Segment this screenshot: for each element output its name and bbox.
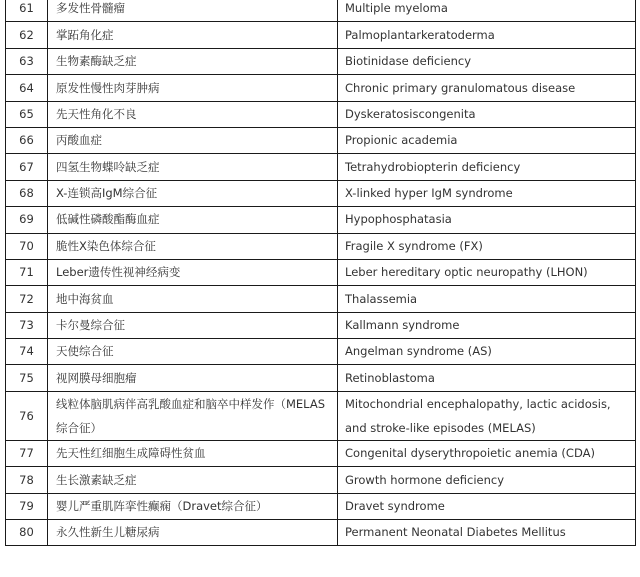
- row-number: 75: [6, 365, 48, 391]
- row-number: 80: [6, 520, 48, 546]
- english-name: Mitochondrial encephalopathy, lactic acidosis, and stroke-like episodes (MELAS): [338, 391, 636, 440]
- chinese-name: 先天性红细胞生成障碍性贫血: [48, 440, 338, 466]
- english-name: Angelman syndrome (AS): [338, 339, 636, 365]
- table-row: [6, 440, 636, 466]
- english-name: Kallmann syndrome: [338, 312, 636, 338]
- row-number: 62: [6, 22, 48, 48]
- chinese-name: 原发性慢性肉芽肿病: [48, 75, 338, 101]
- row-number: 64: [6, 75, 48, 101]
- row-number: 73: [6, 312, 48, 338]
- row-number: 63: [6, 48, 48, 74]
- english-name: Dyskeratosiscongenita: [338, 101, 636, 127]
- row-number: 77: [6, 440, 48, 466]
- english-name: Permanent Neonatal Diabetes Mellitus: [338, 520, 636, 546]
- table-row: [6, 48, 636, 74]
- row-number: 65: [6, 101, 48, 127]
- chinese-name: Leber遗传性视神经病变: [48, 259, 338, 285]
- english-name: Biotinidase deficiency: [338, 48, 636, 74]
- row-number: 61: [6, 0, 48, 22]
- table-row: [6, 207, 636, 233]
- row-number: 76: [6, 391, 48, 440]
- row-number: 67: [6, 154, 48, 180]
- english-name: Fragile X syndrome (FX): [338, 233, 636, 259]
- chinese-name: 生长激素缺乏症: [48, 467, 338, 493]
- table-row: [6, 259, 636, 285]
- table-row: [6, 180, 636, 206]
- row-number: 79: [6, 493, 48, 519]
- english-name: Thalassemia: [338, 286, 636, 312]
- table-row: [6, 339, 636, 365]
- table-row: [6, 154, 636, 180]
- table-row: [6, 233, 636, 259]
- chinese-name: 四氢生物蝶呤缺乏症: [48, 154, 338, 180]
- chinese-name: 永久性新生儿糖尿病: [48, 520, 338, 546]
- row-number: 66: [6, 127, 48, 153]
- table-row: [6, 391, 636, 440]
- chinese-name: 天使综合征: [48, 339, 338, 365]
- table-row: [6, 286, 636, 312]
- english-name: Multiple myeloma: [338, 0, 636, 22]
- chinese-name: 生物素酶缺乏症: [48, 48, 338, 74]
- chinese-name: 婴儿严重肌阵挛性癫痫（Dravet综合征）: [48, 493, 338, 519]
- row-number: 78: [6, 467, 48, 493]
- row-number: 74: [6, 339, 48, 365]
- chinese-name: X-连锁高IgM综合征: [48, 180, 338, 206]
- table-body: [6, 0, 636, 546]
- english-name: Congenital dyserythropoietic anemia (CDA): [338, 440, 636, 466]
- table-row: [6, 22, 636, 48]
- english-name: Tetrahydrobiopterin deficiency: [338, 154, 636, 180]
- chinese-name: 脆性X染色体综合征: [48, 233, 338, 259]
- chinese-name: 视网膜母细胞瘤: [48, 365, 338, 391]
- english-name: Dravet syndrome: [338, 493, 636, 519]
- chinese-name: 低碱性磷酸酯酶血症: [48, 207, 338, 233]
- chinese-name: 丙酸血症: [48, 127, 338, 153]
- chinese-name: 地中海贫血: [48, 286, 338, 312]
- english-name: Palmoplantarkeratoderma: [338, 22, 636, 48]
- row-number: 70: [6, 233, 48, 259]
- table-row: [6, 493, 636, 519]
- english-name: Chronic primary granulomatous disease: [338, 75, 636, 101]
- rare-disease-table: [5, 0, 636, 546]
- chinese-name: 线粒体脑肌病伴高乳酸血症和脑卒中样发作（MELAS综合征）: [48, 391, 338, 440]
- table-row: [6, 0, 636, 22]
- table-row: [6, 467, 636, 493]
- row-number: 71: [6, 259, 48, 285]
- chinese-name: 多发性骨髓瘤: [48, 0, 338, 22]
- table-row: [6, 75, 636, 101]
- english-name: Propionic academia: [338, 127, 636, 153]
- english-name: Growth hormone deficiency: [338, 467, 636, 493]
- table-row: [6, 365, 636, 391]
- row-number: 68: [6, 180, 48, 206]
- row-number: 72: [6, 286, 48, 312]
- english-name: Hypophosphatasia: [338, 207, 636, 233]
- chinese-name: 卡尔曼综合征: [48, 312, 338, 338]
- table-row: [6, 312, 636, 338]
- table-row: [6, 127, 636, 153]
- table-row: [6, 520, 636, 546]
- row-number: 69: [6, 207, 48, 233]
- english-name: Leber hereditary optic neuropathy (LHON): [338, 259, 636, 285]
- english-name: X-linked hyper IgM syndrome: [338, 180, 636, 206]
- table-row: [6, 101, 636, 127]
- chinese-name: 先天性角化不良: [48, 101, 338, 127]
- english-name: Retinoblastoma: [338, 365, 636, 391]
- chinese-name: 掌跖角化症: [48, 22, 338, 48]
